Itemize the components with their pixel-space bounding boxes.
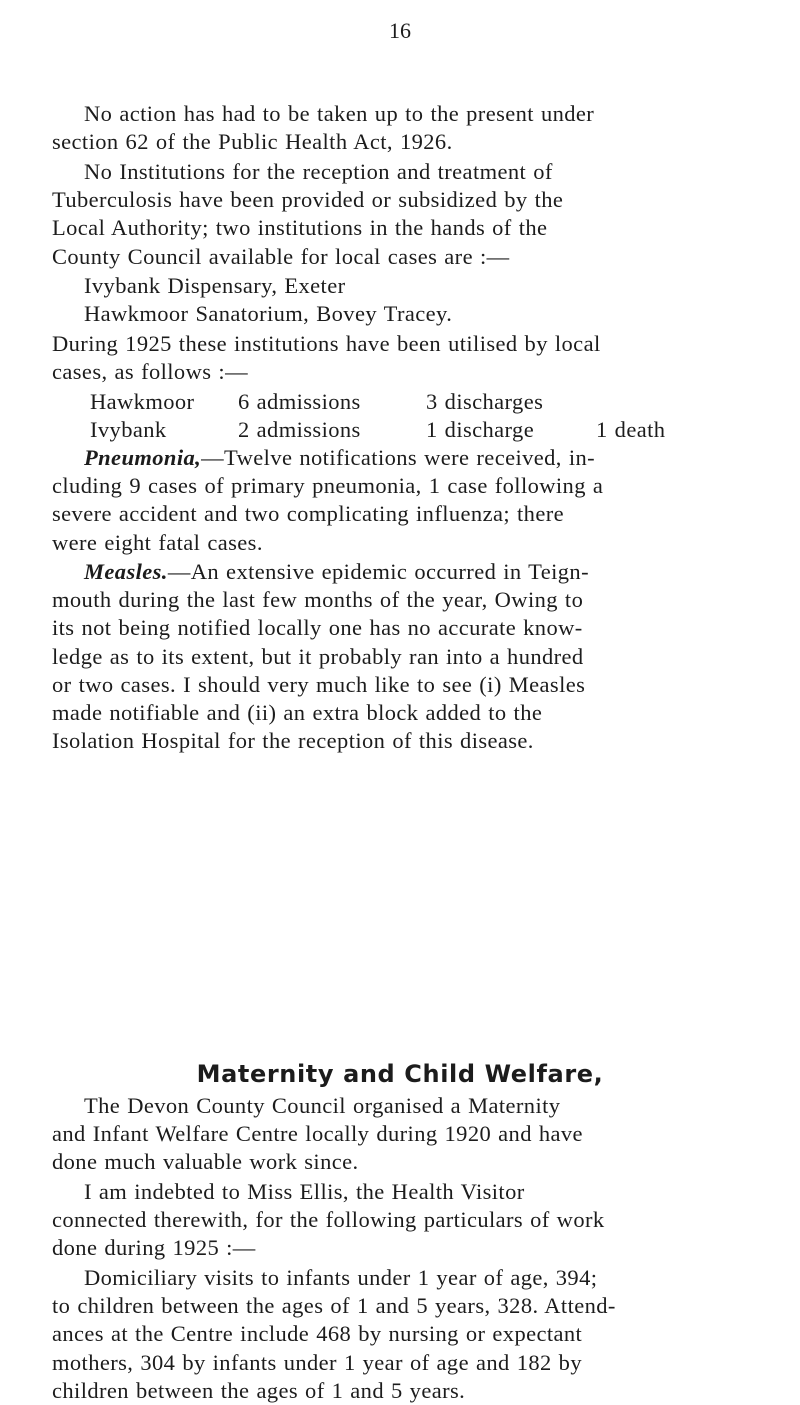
paragraph-public-health-act: [52, 100, 796, 156]
institutions-list: [52, 272, 764, 328]
text-line: ledge as to its extent, but it probably ran into a hundred: [52, 643, 584, 669]
measles-term: Measles.: [84, 559, 168, 584]
usage-name: Hawkmoor: [90, 389, 195, 414]
paragraph-measles: [52, 558, 764, 755]
text-line: cluding 9 cases of primary pneumonia, 1 case following a: [52, 473, 604, 499]
text-line: cases, as follows :—: [52, 359, 248, 385]
text-line: Domiciliary visits to infants under 1 year of age, 394;: [84, 1265, 598, 1290]
text-line: its not being notified locally one has no accurate know-: [52, 615, 583, 641]
text-line: No action has had to be taken up to the present under: [84, 101, 595, 126]
text-line: The Devon County Council organised a Maternity: [84, 1093, 561, 1118]
text-line: mothers, 304 by infants under 1 year of age and 182 by: [52, 1349, 582, 1375]
text-line: Local Authority; two institutions in the hands of the: [52, 215, 548, 241]
text-line: Isolation Hospital for the reception of this disease.: [52, 728, 534, 754]
usage-admissions: 2 admissions: [238, 417, 361, 442]
text-line: children between the ages of 1 and 5 years.: [52, 1377, 466, 1403]
text-line: mouth during the last few months of the year, Owing to: [52, 587, 584, 613]
text-line: severe accident and two complicating influenza; there: [52, 501, 564, 527]
pneumonia-term: Pneumonia,: [84, 445, 202, 470]
text-line: done during 1925 :—: [52, 1235, 256, 1261]
page-number: 16: [389, 18, 411, 43]
usage-admissions: 6 admissions: [238, 389, 361, 414]
usage-deaths: 1 death: [596, 417, 666, 442]
text-line: —An extensive epidemic occurred in Teign-: [167, 559, 589, 584]
institution-ivybank: Ivybank Dispensary, Exeter: [84, 273, 346, 298]
text-line: During 1925 these institutions have been utilised by local: [52, 331, 601, 356]
paragraph-welfare-centre: [52, 1092, 764, 1177]
text-line: Tuberculosis have been provided or subsidized by the: [52, 187, 564, 213]
text-line: were eight fatal cases.: [52, 529, 263, 555]
text-line: I am indebted to Miss Ellis, the Health Visitor: [84, 1179, 525, 1204]
usage-row-hawkmoor: [90, 388, 596, 416]
text-line: made notifiable and (ii) an extra block added to the: [52, 700, 543, 726]
paragraph-pneumonia: [52, 444, 764, 557]
usage-name: Ivybank: [90, 417, 167, 442]
text-line: to children between the ages of 1 and 5 years, 328. Attend-: [52, 1293, 616, 1319]
institution-hawkmoor: Hawkmoor Sanatorium, Bovey Tracey.: [84, 301, 453, 327]
usage-row-ivybank: [90, 416, 665, 444]
paragraph-tuberculosis-institutions: [52, 158, 764, 271]
text-line: and Infant Welfare Centre locally during 1920 and have: [52, 1121, 583, 1147]
text-line: or two cases. I should very much like to see (i) Measles: [52, 671, 586, 697]
text-line: section 62 of the Public Health Act, 1926.: [52, 129, 453, 155]
text-line: —Twelve notifications were received, in-: [201, 445, 596, 470]
paragraph-institution-usage: [52, 330, 764, 386]
section-heading-maternity: Maternity and Child Welfare,: [196, 1060, 604, 1088]
usage-discharges: 3 discharges: [426, 389, 544, 414]
text-line: done much valuable work since.: [52, 1149, 359, 1175]
text-line: ances at the Centre include 468 by nursing or expectant: [52, 1321, 583, 1347]
text-line: No Institutions for the reception and treatment of: [84, 159, 553, 184]
paragraph-health-visitor: [52, 1178, 764, 1263]
paragraph-domiciliary-visits: [52, 1264, 764, 1405]
text-line: connected therewith, for the following particulars of work: [52, 1207, 605, 1233]
text-line: County Council available for local cases are :—: [52, 243, 510, 269]
usage-discharges: 1 discharge: [426, 417, 535, 442]
